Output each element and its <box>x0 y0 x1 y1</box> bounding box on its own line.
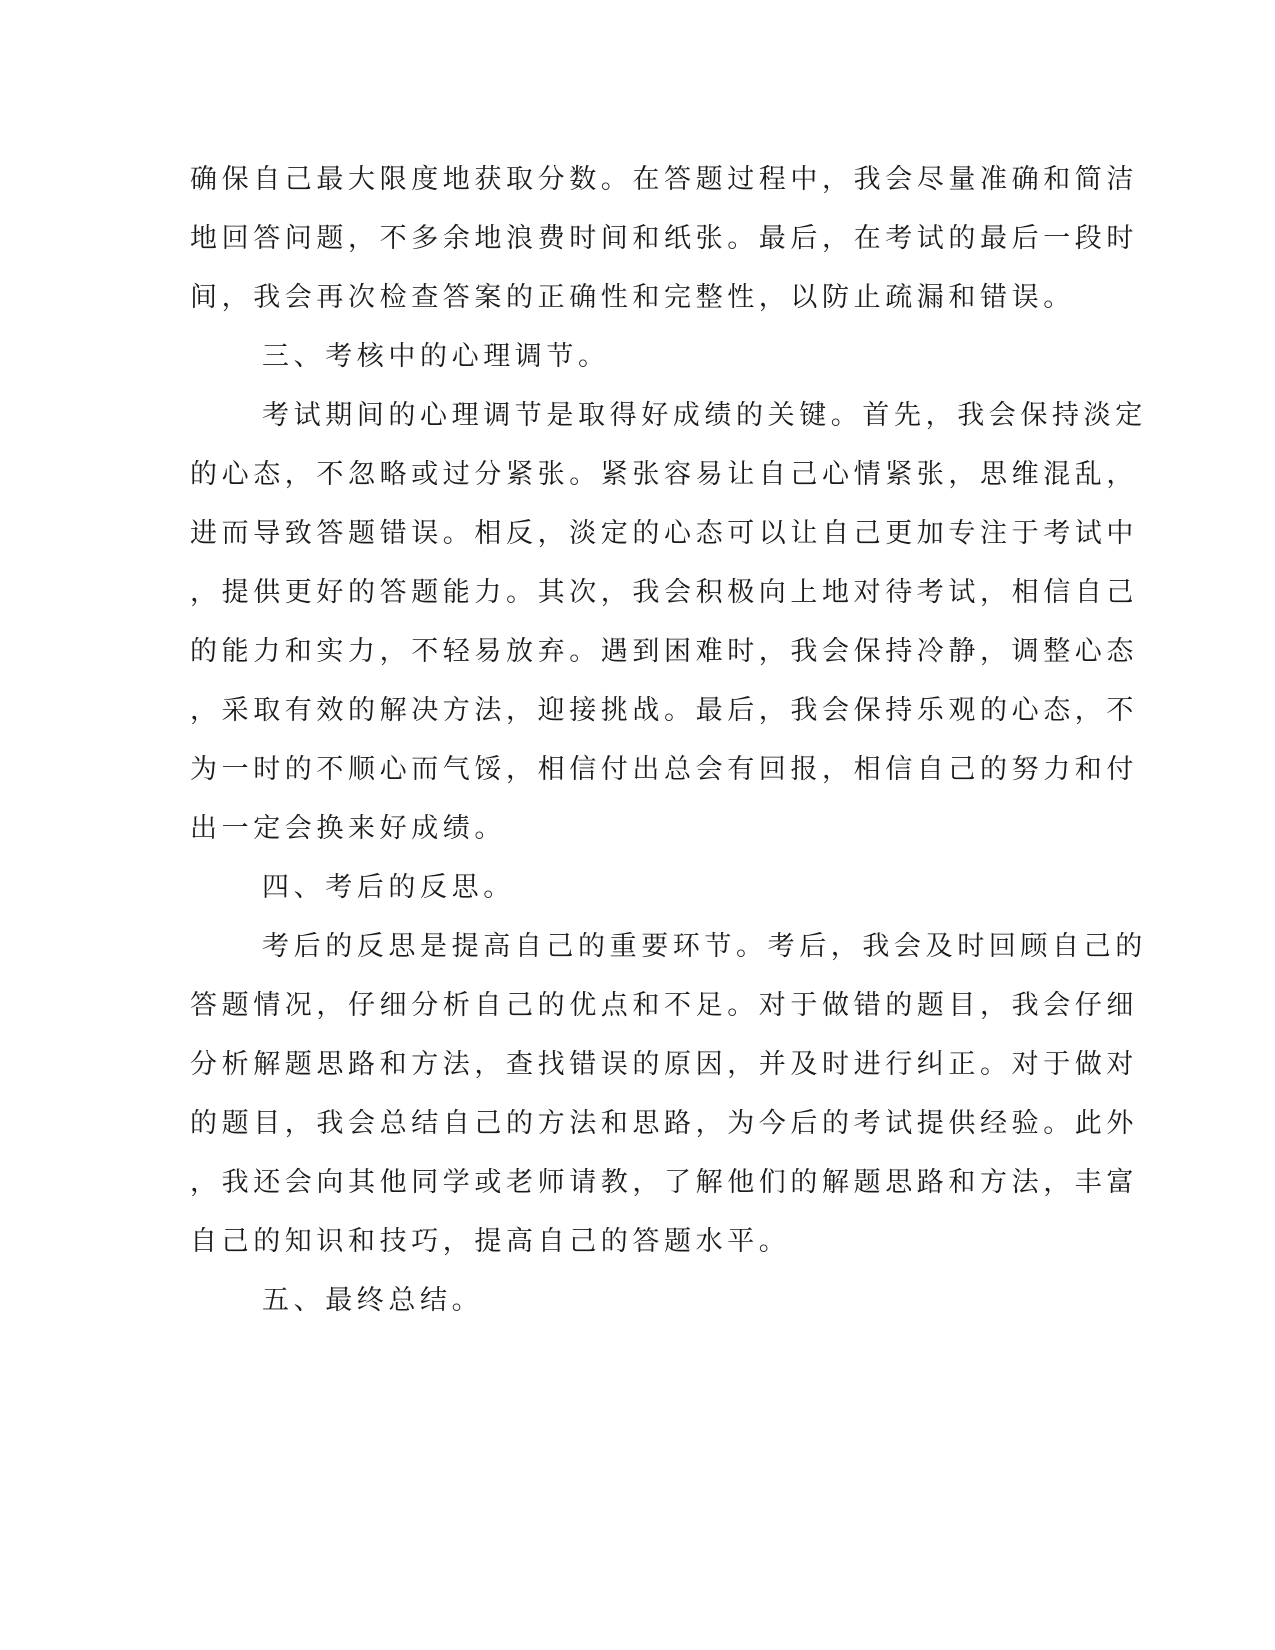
paragraph-line: 为一时的不顺心而气馁，相信付出总会有回报，相信自己的努力和付 <box>190 754 1138 785</box>
paragraph-line: 地回答问题，不多余地浪费时间和纸张。最后，在考试的最后一段时 <box>190 223 1138 254</box>
paragraph-line: 自己的知识和技巧，提高自己的答题水平。 <box>190 1226 791 1257</box>
paragraph-line: 分析解题思路和方法，查找错误的原因，并及时进行纠正。对于做对 <box>190 1049 1138 1080</box>
paragraph-line: 答题情况，仔细分析自己的优点和不足。对于做错的题目，我会仔细 <box>190 990 1138 1021</box>
paragraph-line: 考后的反思是提高自己的重要环节。考后，我会及时回顾自己的 <box>262 931 1147 962</box>
section-heading-5: 五、最终总结。 <box>262 1285 484 1316</box>
paragraph-line: 间，我会再次检查答案的正确性和完整性，以防止疏漏和错误。 <box>190 282 1075 313</box>
section-heading-4: 四、考后的反思。 <box>262 872 515 903</box>
paragraph-line: ，采取有效的解决方法，迎接挑战。最后，我会保持乐观的心态，不 <box>190 695 1138 726</box>
paragraph-line: 的题目，我会总结自己的方法和思路，为今后的考试提供经验。此外 <box>190 1108 1138 1139</box>
paragraph-line: 考试期间的心理调节是取得好成绩的关键。首先，我会保持淡定 <box>262 400 1147 431</box>
section-heading-3: 三、考核中的心理调节。 <box>262 341 610 372</box>
paragraph-line: 的心态，不忽略或过分紧张。紧张容易让自己心情紧张，思维混乱， <box>190 459 1138 490</box>
paragraph-line: 出一定会换来好成绩。 <box>190 813 506 844</box>
paragraph-line: 的能力和实力，不轻易放弃。遇到困难时，我会保持冷静，调整心态 <box>190 636 1138 667</box>
paragraph-line: ，我还会向其他同学或老师请教，了解他们的解题思路和方法，丰富 <box>190 1167 1138 1198</box>
paragraph-line: ，提供更好的答题能力。其次，我会积极向上地对待考试，相信自己 <box>190 577 1138 608</box>
paragraph-line: 确保自己最大限度地获取分数。在答题过程中，我会尽量准确和简洁 <box>190 164 1138 195</box>
paragraph-line: 进而导致答题错误。相反，淡定的心态可以让自己更加专注于考试中 <box>190 518 1138 549</box>
